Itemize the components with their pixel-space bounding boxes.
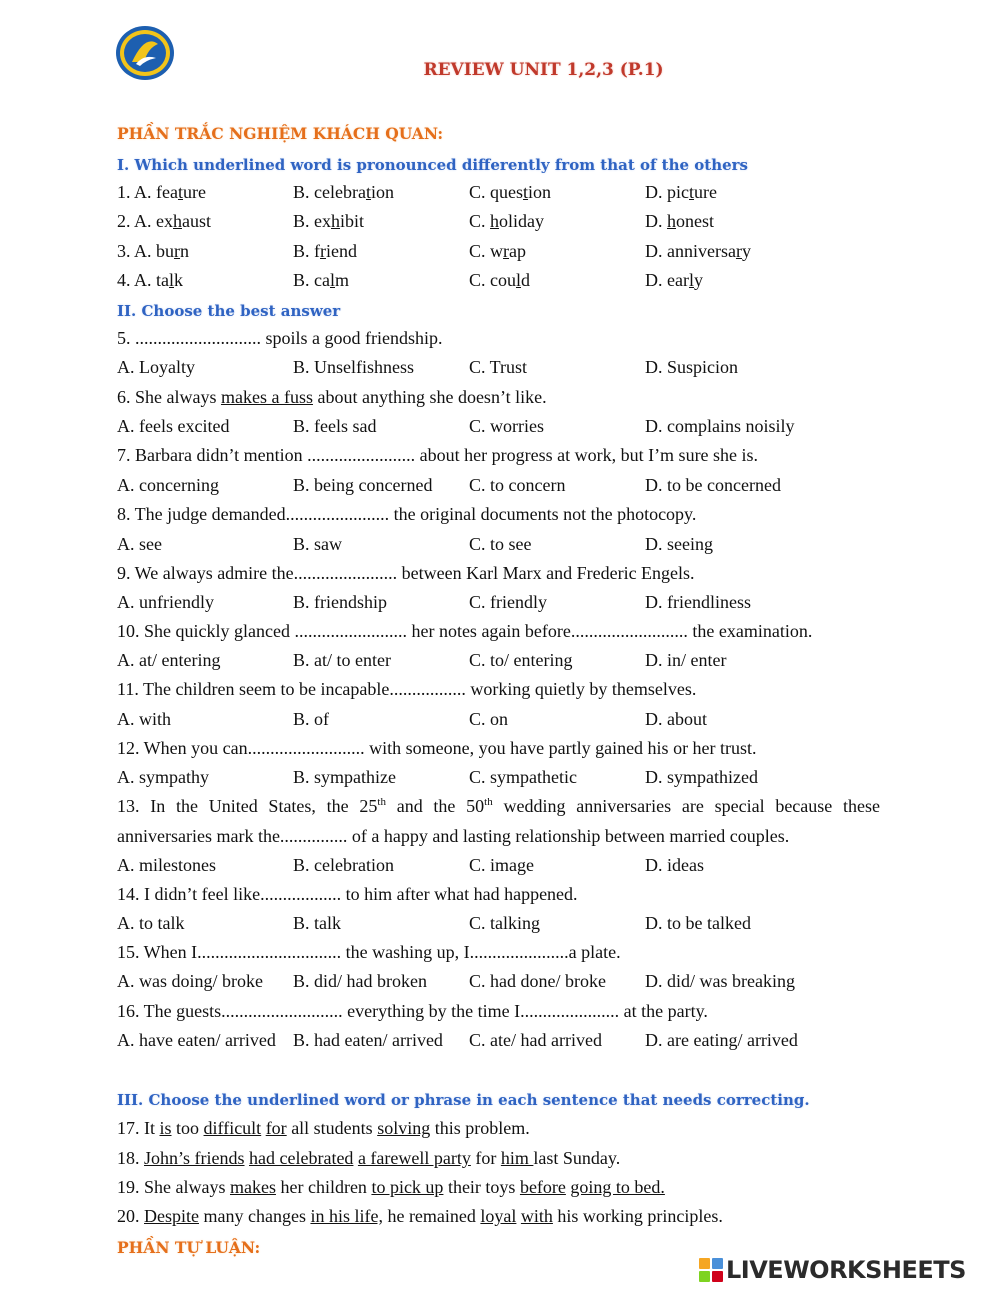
option: D. anniversary	[645, 241, 751, 261]
option-a[interactable]: A. have eaten/ arrived	[117, 1030, 276, 1050]
option-d[interactable]: D. complains noisily	[645, 416, 795, 436]
q13-text: wedding anniversaries are special because these	[492, 796, 881, 816]
option: C. holiday	[469, 211, 545, 231]
q13-text: 13. In the United States, the 25	[117, 796, 378, 816]
q20-text: many changes	[198, 1206, 311, 1226]
question-7: 7. Barbara didn’t mention ........................ about her progress at work, but I’m sure she is.	[117, 445, 759, 465]
brand-name: LIVEWORKSHEETS	[726, 1256, 966, 1284]
option-d[interactable]: D. friendliness	[645, 592, 751, 612]
question-9-options	[0, 592, 1000, 616]
option-c[interactable]: C. had done/ broke	[469, 971, 606, 991]
q17-text: too	[171, 1118, 204, 1138]
option: D. early	[645, 270, 703, 290]
question-7-options	[0, 475, 1000, 499]
question-3-row	[0, 241, 1000, 265]
q13-sup: th	[377, 796, 386, 808]
option-a[interactable]: A. Loyalty	[117, 357, 195, 377]
q17-underlined-d[interactable]: solving	[377, 1118, 431, 1138]
page-title: REVIEW UNIT 1,2,3 (P.1)	[423, 60, 664, 80]
option-b[interactable]: B. friendship	[293, 592, 387, 612]
option-b[interactable]: B. talk	[293, 913, 341, 933]
question-13-options	[0, 855, 1000, 879]
q18-text: 18.	[117, 1148, 144, 1168]
option-c[interactable]: C. image	[469, 855, 534, 875]
q18-underlined-b[interactable]: had celebrated	[249, 1148, 354, 1168]
part-a-heading: PHẦN TRẮC NGHIỆM KHÁCH QUAN:	[117, 124, 444, 143]
q19-text: their toys	[443, 1177, 520, 1197]
question-11: 11. The children seem to be incapable................. working quietly by themselves.	[117, 679, 697, 699]
liveworksheets-logo-icon	[699, 1258, 723, 1282]
option: C. wrap	[469, 241, 527, 261]
q17-underlined-a[interactable]: is	[159, 1118, 172, 1138]
question-17	[117, 1118, 530, 1139]
option-b[interactable]: B. Unselfishness	[293, 357, 414, 377]
liveworksheets-brand	[699, 1256, 999, 1286]
option-c[interactable]: C. on	[469, 709, 509, 729]
option-b[interactable]: B. sympathize	[293, 767, 396, 787]
option-a[interactable]: A. concerning	[117, 475, 219, 495]
q18-text: last Sunday.	[533, 1148, 621, 1168]
option-b[interactable]: B. at/ to enter	[293, 650, 391, 670]
q17-underlined-c[interactable]: for	[265, 1118, 287, 1138]
question-20	[117, 1206, 723, 1227]
option-d[interactable]: D. about	[645, 709, 707, 729]
q20-underlined-c[interactable]: loyal	[480, 1206, 517, 1226]
option-b[interactable]: B. had eaten/ arrived	[293, 1030, 443, 1050]
q18-text: for	[470, 1148, 501, 1168]
question-15: 15. When I................................ the washing up, I......................a plate.	[117, 942, 621, 962]
question-19	[117, 1177, 665, 1198]
question-15-options	[0, 971, 1000, 995]
question-14: 14. I didn’t feel like.................. to him after what had happened.	[117, 884, 578, 904]
q20-underlined-d[interactable]: with	[520, 1206, 553, 1226]
option-d[interactable]: D. did/ was breaking	[645, 971, 795, 991]
q19-text: 19. She always	[117, 1177, 230, 1197]
question-1-row	[0, 182, 1000, 206]
question-11-options	[0, 709, 1000, 733]
option: C. question	[469, 182, 552, 202]
q17-text: this problem.	[430, 1118, 530, 1138]
q17-text: 17. It	[117, 1118, 160, 1138]
section-2-heading: II. Choose the best answer	[117, 302, 341, 320]
question-2-row	[0, 211, 1000, 235]
q19-underlined-b[interactable]: to pick up	[371, 1177, 444, 1197]
q13-text: and the 50	[385, 796, 485, 816]
option-a[interactable]: A. see	[117, 534, 162, 554]
question-13-line-2: anniversaries mark the............... of a happy and lasting relationship between married couples.	[117, 826, 790, 846]
question-8: 8. The judge demanded....................... the original documents not the photocopy.	[117, 504, 697, 524]
q20-text: he remained	[382, 1206, 481, 1226]
option-a[interactable]: A. at/ entering	[117, 650, 221, 670]
option: B. celebration	[293, 182, 394, 202]
option: C. could	[469, 270, 531, 290]
option-d[interactable]: D. seeing	[645, 534, 713, 554]
question-13-line-1	[117, 796, 880, 817]
option-d[interactable]: D. sympathized	[645, 767, 758, 787]
option-b[interactable]: B. feels sad	[293, 416, 377, 436]
option-c[interactable]: C. to/ entering	[469, 650, 573, 670]
option-c[interactable]: C. Trust	[469, 357, 528, 377]
option: D. honest	[645, 211, 714, 231]
question-16: 16. The guests........................... everything by the time I...................... at the party.	[117, 1001, 708, 1021]
option-c[interactable]: C. talking	[469, 913, 540, 933]
question-8-options	[0, 534, 1000, 558]
question-12: 12. When you can.......................... with someone, you have partly gained his or her trust.	[117, 738, 757, 758]
option-b[interactable]: B. of	[293, 709, 329, 729]
question-6	[117, 387, 547, 408]
question-4-row	[0, 270, 1000, 294]
option: 1. A. feature	[117, 182, 206, 202]
option: 4. A. talk	[117, 270, 184, 290]
option-b[interactable]: B. did/ had broken	[293, 971, 427, 991]
option-d[interactable]: D. in/ enter	[645, 650, 727, 670]
option-c[interactable]: C. sympathetic	[469, 767, 577, 787]
question-12-options	[0, 767, 1000, 791]
q17-underlined-b[interactable]: difficult	[203, 1118, 262, 1138]
question-5: 5. ............................ spoils a good friendship.	[117, 328, 443, 348]
option-d[interactable]: D. ideas	[645, 855, 704, 875]
q20-underlined-a[interactable]: Despite	[144, 1206, 199, 1226]
q20-text: 20.	[117, 1206, 144, 1226]
option-d[interactable]: D. to be talked	[645, 913, 751, 933]
option-a[interactable]: A. was doing/ broke	[117, 971, 263, 991]
option: B. friend	[293, 241, 357, 261]
section-3-heading: III. Choose the underlined word or phrase in each sentence that needs correcting.	[117, 1091, 810, 1109]
q6-text-end: about anything she doesn’t like.	[312, 387, 547, 407]
option: B. exhibit	[293, 211, 365, 231]
q19-underlined-d[interactable]: going to bed.	[570, 1177, 665, 1197]
q18-underlined-a[interactable]: John’s friends	[144, 1148, 245, 1168]
question-16-options	[0, 1030, 1000, 1054]
option: D. picture	[645, 182, 717, 202]
option-b[interactable]: B. celebration	[293, 855, 394, 875]
option-c[interactable]: C. ate/ had arrived	[469, 1030, 602, 1050]
option-a[interactable]: A. sympathy	[117, 767, 209, 787]
question-18	[117, 1148, 620, 1169]
option-a[interactable]: A. with	[117, 709, 171, 729]
q19-underlined-a[interactable]: makes	[229, 1177, 276, 1197]
option-a[interactable]: A. milestones	[117, 855, 216, 875]
q13-sup: th	[484, 796, 493, 808]
option-d[interactable]: D. Suspicion	[645, 357, 739, 377]
question-6-options	[0, 416, 1000, 440]
option-c[interactable]: C. worries	[469, 416, 544, 436]
option-c[interactable]: C. friendly	[469, 592, 547, 612]
option: 2. A. exhaust	[117, 211, 211, 231]
question-9: 9. We always admire the....................... between Karl Marx and Frederic Engels.	[117, 563, 695, 583]
option-b[interactable]: B. saw	[293, 534, 342, 554]
q18-underlined-c[interactable]: a farewell party	[357, 1148, 471, 1168]
option-c[interactable]: C. to see	[469, 534, 532, 554]
question-5-options	[0, 357, 1000, 381]
option-d[interactable]: D. are eating/ arrived	[645, 1030, 798, 1050]
q18-underlined-d[interactable]: him	[500, 1148, 534, 1168]
question-10: 10. She quickly glanced ......................... her notes again before.......................... the examination.	[117, 621, 813, 641]
option-a[interactable]: A. to talk	[117, 913, 185, 933]
q6-underlined: makes a fuss	[220, 387, 313, 407]
option: 3. A. burn	[117, 241, 190, 261]
option-a[interactable]: A. unfriendly	[117, 592, 214, 612]
option-b[interactable]: B. being concerned	[293, 475, 433, 495]
option-a[interactable]: A. feels excited	[117, 416, 230, 436]
option: B. calm	[293, 270, 350, 290]
q6-text: 6. She always	[117, 387, 221, 407]
q17-text: all students	[286, 1118, 378, 1138]
section-1-heading: I. Which underlined word is pronounced differently from that of the others	[117, 156, 749, 174]
q19-underlined-c[interactable]: before	[519, 1177, 566, 1197]
question-14-options	[0, 913, 1000, 937]
q20-text: his working principles.	[552, 1206, 723, 1226]
question-10-options	[0, 650, 1000, 674]
q20-underlined-b[interactable]: in his life,	[310, 1206, 383, 1226]
option-c[interactable]: C. to concern	[469, 475, 566, 495]
q19-text: her children	[275, 1177, 372, 1197]
part-b-heading: PHẦN TỰ LUẬN:	[117, 1238, 261, 1257]
option-d[interactable]: D. to be concerned	[645, 475, 781, 495]
